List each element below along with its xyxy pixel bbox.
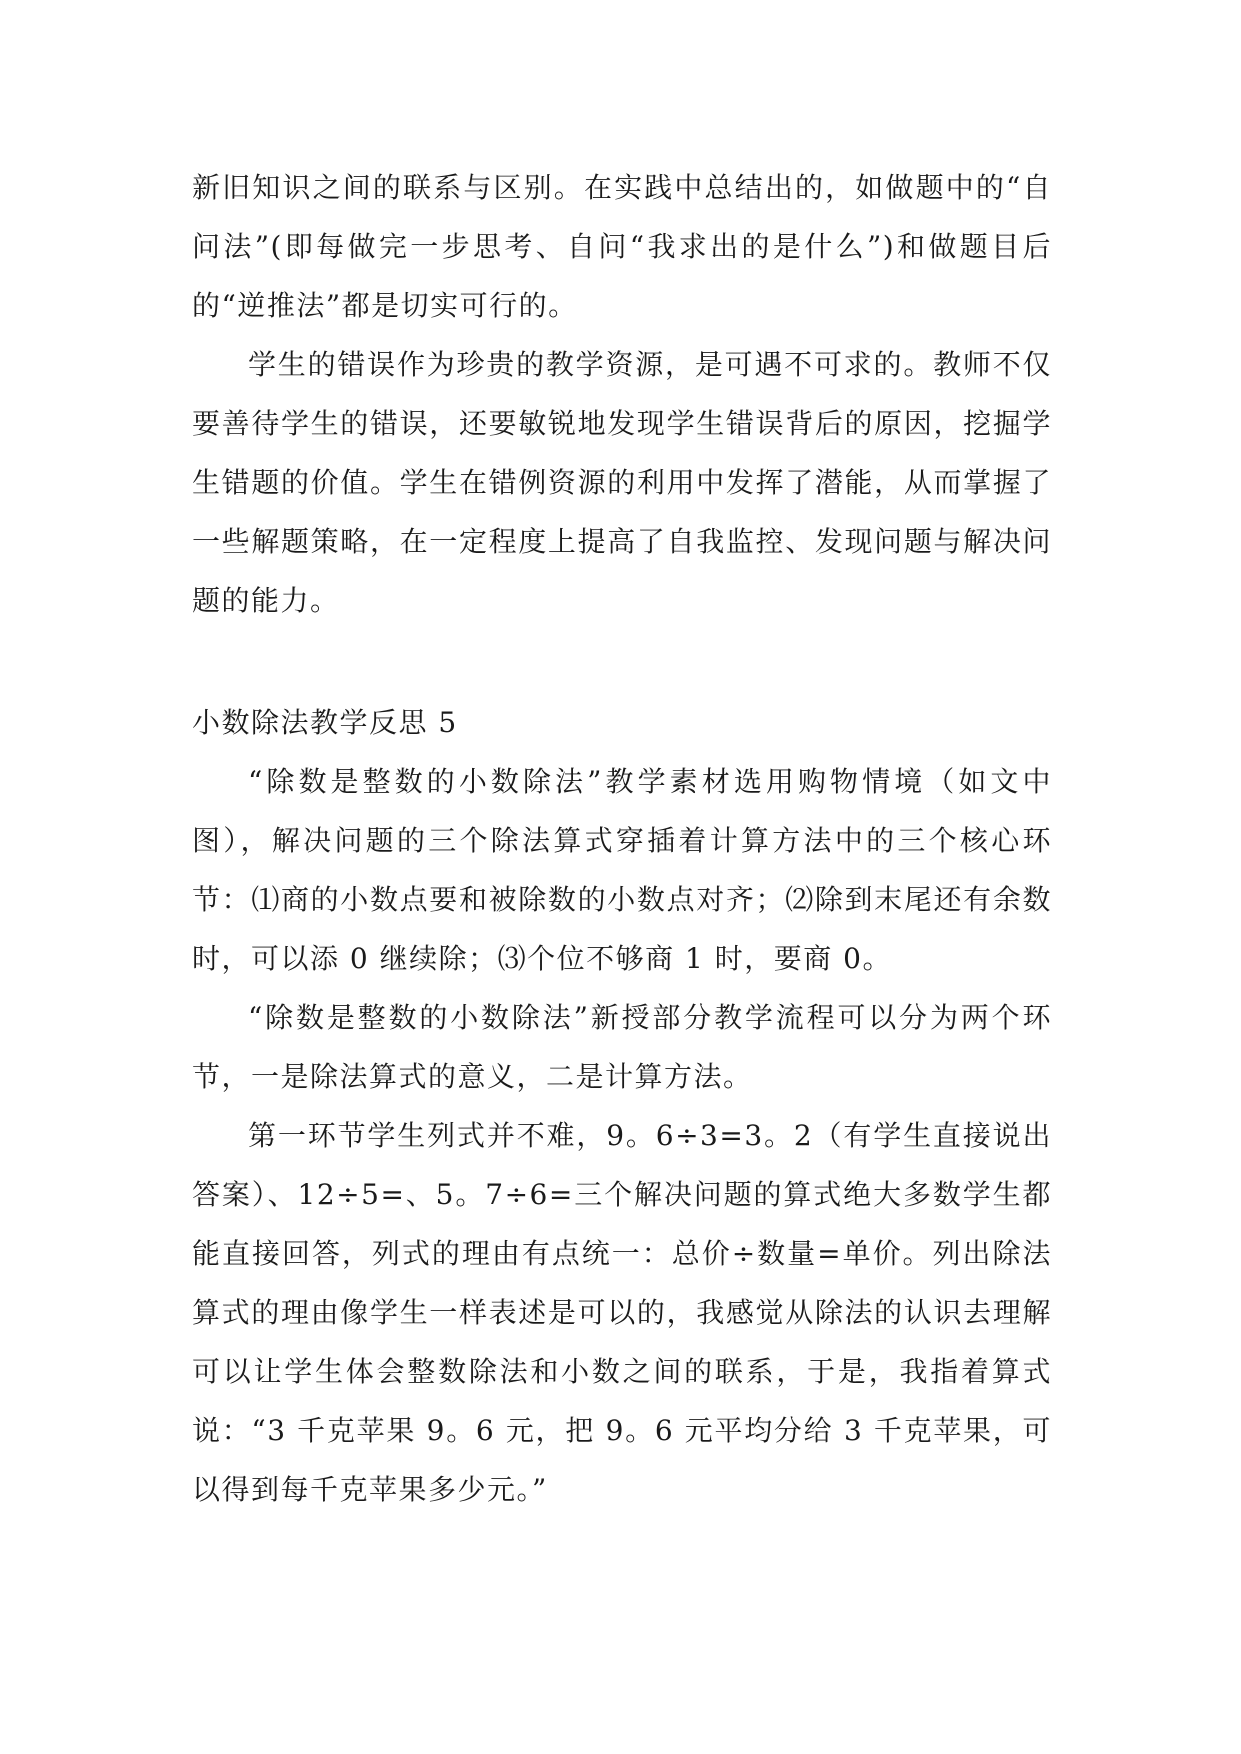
paragraph: 学生的错误作为珍贵的教学资源，是可遇不可求的。教师不仅要善待学生的错误，还要敏锐地发现学生错误背后的原因，挖掘学生错题的价值。学生在错例资源的利用中发挥了潜能，从而掌握了一些解题策略，在一定程度上提高了自我监控、发现问题与解决问题的能力。 xyxy=(192,348,1052,617)
paragraph: 新旧知识之间的联系与区别。在实践中总结出的，如做题中的“自问法”(即每做完一步思考、自问“我求出的是什么”)和做题目后的“逆推法”都是切实可行的。 xyxy=(192,171,1052,322)
paragraph: “除数是整数的小数除法”新授部分教学流程可以分为两个环节，一是除法算式的意义，二是计算方法。 xyxy=(192,1001,1052,1093)
paragraph: “除数是整数的小数除法”教学素材选用购物情境（如文中图），解决问题的三个除法算式穿插着计算方法中的三个核心环节：⑴商的小数点要和被除数的小数点对齐；⑵除到末尾还有余数时，可以添 0 继续除；⑶个位不够商 1 时，要商 0。 xyxy=(192,765,1052,975)
section-title: 小数除法教学反思 5 xyxy=(192,706,458,739)
paragraph: 第一环节学生列式并不难，9。6÷3=3。2（有学生直接说出答案）、12÷5=、5。7÷6=三个解决问题的算式绝大多数学生都能直接回答，列式的理由有点统一：总价÷数量=单价。列出除法算式的理由像学生一样表述是可以的，我感觉从除法的认识去理解可以让学生体会整数除法和小数之间的联系，于是，我指着算式说：“3 千克苹果 9。6 元，把 9。6 元平均分给 3 千克苹果，可以得到每千克苹果多少元。” xyxy=(192,1119,1052,1506)
document-page xyxy=(192,158,1052,1519)
